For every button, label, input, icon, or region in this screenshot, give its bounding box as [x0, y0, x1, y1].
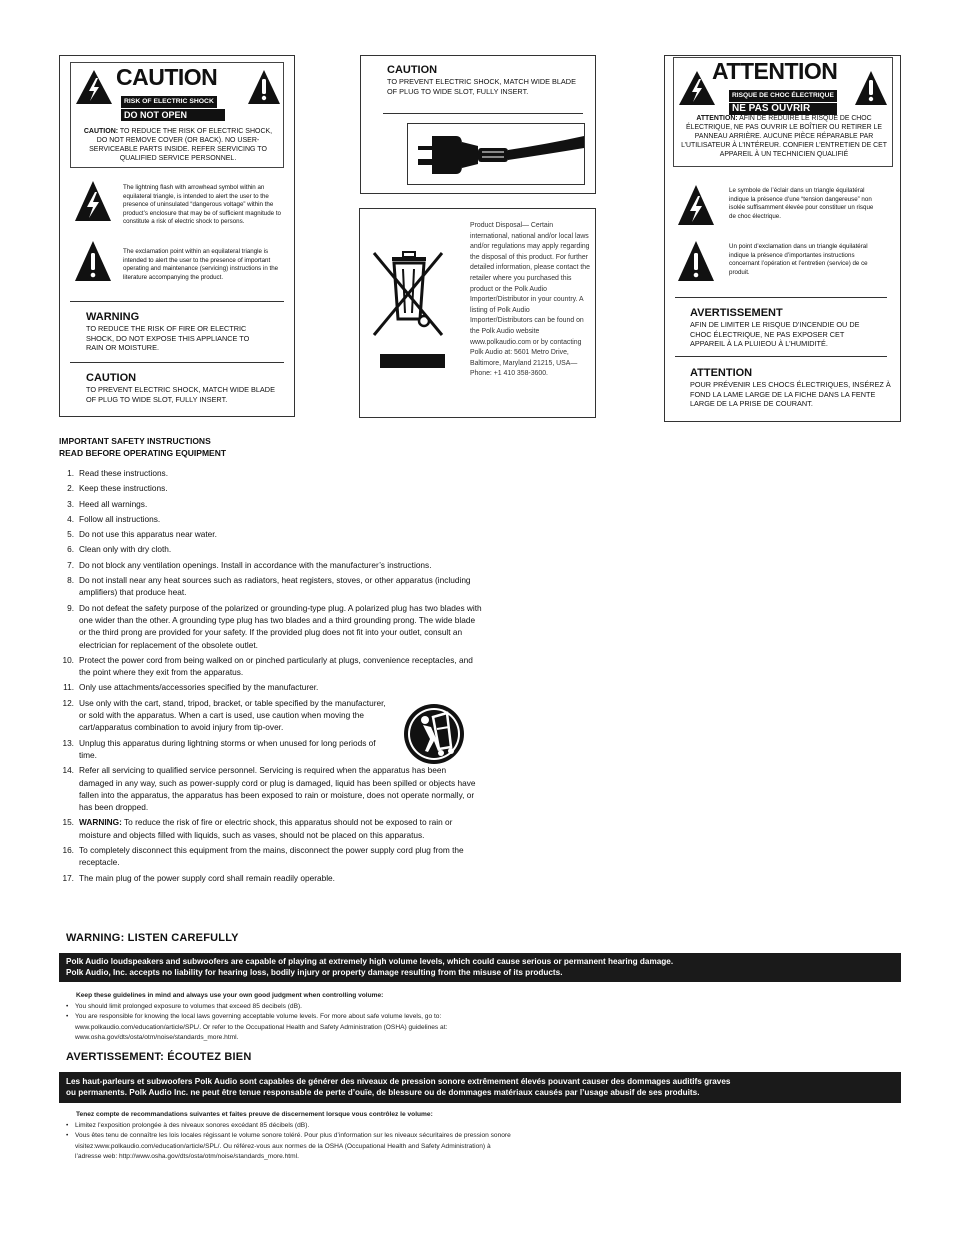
attention2-body: POUR PRÉVENIR LES CHOCS ÉLECTRIQUES, INSÉREZ À FOND LA LAME LARGE DE LA FICHE DANS LA FENTE LARGE DE LA PRISE DE COURANT. — [690, 380, 891, 409]
caution-notice: CAUTION: TO REDUCE THE RISK OF ELECTRIC SHOCK, DO NOT REMOVE COVER (OR BACK). NO USER-SERVICEABLE PARTS INSIDE. REFER SERVICING TO QUALIFIED SERVICE PERSONNEL. — [83, 128, 273, 162]
crossed-bin-icon — [370, 249, 446, 341]
item-text: Clean only with dry cloth. — [79, 544, 172, 555]
lightning-explanation: The lightning flash with arrowhead symbol within an equilateral triangle, is intended to alert the user to the presence of uninsulated “dangerous voltage” within the product’s enclosure that may be of sufficient magnitude to constitute a risk of electric shock to persons. — [123, 184, 281, 226]
safety-instruction-item — [62, 737, 392, 762]
item-number: 8. — [67, 575, 74, 586]
avertissement-title: AVERTISSEMENT — [690, 307, 783, 319]
safety-instruction-item — [62, 467, 482, 479]
item-number: 11. — [63, 682, 74, 693]
item-text: Read these instructions. — [79, 468, 169, 478]
product-disposal-panel — [359, 208, 596, 418]
caution-header-box — [70, 62, 284, 168]
item-text: Unplug this apparatus during lightning storms or when unused for long periods of time. — [79, 737, 376, 760]
item-text: Use only with the cart, stand, tripod, bracket, or table specified by the manufacturer, or sold with the apparatus. When a cart is used, use caution when moving the cart/apparatus combination to avoid injury from tip-over. — [79, 697, 386, 733]
item-number: 7. — [67, 559, 74, 570]
exclamation-triangle-icon — [677, 240, 715, 282]
safety-instruction-item — [62, 654, 482, 679]
safety-instruction-item — [62, 574, 482, 599]
attention-header-sub1: RISQUE DE CHOC ÉLECTRIQUE — [729, 90, 837, 102]
item-text: Protect the power cord from being walked on or pinched particularly at plugs, convenience receptacles, and the point where they exit from the apparatus. — [79, 654, 473, 678]
safety-instruction-item — [62, 697, 392, 734]
divider — [70, 362, 284, 363]
attention2-title: ATTENTION — [690, 367, 753, 379]
caution2-body: TO PREVENT ELECTRIC SHOCK, MATCH WIDE BLADE OF PLUG TO WIDE SLOT, FULLY INSERT. — [86, 385, 275, 404]
item-text: Heed all warnings. — [79, 498, 148, 509]
safety-instruction-item — [62, 602, 482, 651]
lightning-triangle-icon — [677, 184, 715, 226]
item-text: Do not defeat the safety purpose of the polarized or grounding-type plug. A polarized plug has two blades with one wider than the other. A grounding type plug has two blades and a third grounding prong. The wide blade or the third prong are provided for your safety. If the provided plug does not fit into your outlet, consult an electrician for replacement of the obsolete outlet. — [79, 602, 482, 650]
caution-header-sub2: DO NOT OPEN — [121, 109, 225, 121]
item-number: 17. — [62, 872, 74, 883]
warning-body: TO REDUCE THE RISK OF FIRE OR ELECTRIC SHOCK, DO NOT EXPOSE THIS APPLIANCE TO RAIN OR MOISTURE. — [86, 324, 250, 353]
item-text: To reduce the risk of fire or electric shock, this apparatus should not be exposed to rain or moisture and objects filled with liquids, such as vases, should not be placed on this apparatus. — [79, 817, 453, 840]
attention-header-sub2: NE PAS OUVRIR — [729, 103, 837, 115]
item-lead: WARNING: — [79, 817, 122, 828]
safety-instruction-item — [62, 482, 482, 494]
item-text: Do not use this apparatus near water. — [79, 529, 217, 540]
attention-notice: ATTENTION: AFIN DE RÉDUIRE LE RISQUE DE CHOC ÉLECTRIQUE, NE PAS OUVRIR LE BOÎTIER OU RETIRER LE PANNEAU ARRIÈRE. AUCUNE PIÈCE RÉPARABLE PAR L’UTILISATEUR À L’INTÉREUR. CONFIER L’ENTRETIEN DE CET APPAREIL À UN TECHNICIEN QUALIFIÉ — [681, 115, 887, 158]
item-number: 13. — [62, 737, 74, 748]
cart-tip-over-icon — [403, 703, 465, 765]
safety-instruction-item — [62, 498, 482, 510]
caution2-title: CAUTION — [86, 372, 137, 384]
item-text: Only use attachments/accessories specified by the manufacturer. — [79, 682, 319, 693]
lightning-explanation-fr: Le symbole de l’éclair dans un triangle équilatéral indique la présence d’une “tension dangereuse” non isolée suffisamment élevée pour constituer un risque de choc électrique. — [729, 187, 874, 220]
exclamation-triangle-icon — [247, 69, 281, 105]
item-text: Refer all servicing to qualified service personnel. Servicing is required when the apparatus has been damaged in any way, such as power-supply cord or plug is damaged, liquid has been spilled or objects have fallen into the apparatus, the apparatus has been exposed to rain or moisture, does not operate normally, or has been dropped. — [79, 765, 476, 813]
caution-panel-en — [59, 55, 295, 417]
item-number: 12. — [62, 697, 74, 708]
item-text: Keep these instructions. — [79, 483, 168, 494]
attention-panel-fr — [664, 55, 901, 422]
lightning-triangle-icon — [678, 70, 716, 106]
exclamation-triangle-icon — [854, 70, 888, 106]
disposal-text: Product Disposal— Certain international, national and/or local laws and/or regulations may apply regarding the disposal of this product. For further detailed information, please contact the retailer where you purchased this product or the Polk Audio Importer/Distributor in your country. A listing of Polk Audio Importer/Distributors can be found on the Polk Audio website www.polkaudio.com or by contacting Polk Audio at: 5601 Metro Drive, Baltimore, Maryland 21215, USA—Phone: +1 410 358-3600. — [470, 222, 590, 378]
listen-guidelines-fr: Tenez compte de recommandations suivantes et faites preuve de discernement lorsque vous contrôlez le volume: • Limitez l’exposition prolongée à des niveaux sonores excédant 85 décibels (dB). • Vous êtes tenu de connaître les lois locales régissant le volume sonore toléré. Pour plus d’information sur les niveaux sécuritaires de pression sonore visitez:www.polkaudio.com/education/article/SPL/. Ou référez-vous aux normes de la OSHA (Occupational Health and Safety Administration) à l’adresse web: http://www.osha.gov/dts/osta/otm/noise/standards_more.html. — [66, 1110, 511, 1163]
item-number: 4. — [67, 513, 74, 524]
divider — [70, 301, 284, 302]
warning-title: WARNING — [86, 311, 140, 323]
safety-instruction-item — [62, 559, 482, 571]
listen-carefully-title: WARNING: LISTEN CAREFULLY — [66, 932, 239, 944]
divider — [675, 356, 887, 357]
item-text: Follow all instructions. — [79, 513, 161, 524]
attention-header-title: ATTENTION — [712, 58, 838, 84]
item-text: The main plug of the power supply cord shall remain readily operable. — [79, 872, 335, 883]
ecoutez-bien-title: AVERTISSEMENT: ÉCOUTEZ BIEN — [66, 1051, 252, 1063]
exclamation-explanation-fr: Un point d’exclamation dans un triangle équilatéral indique la présence d’importantes instructions concernant l’opération et l’entretien (service) de ce produit. — [729, 243, 868, 276]
item-number: 15. — [62, 817, 74, 828]
plug-caution-body: TO PREVENT ELECTRIC SHOCK, MATCH WIDE BLADE OF PLUG TO WIDE SLOT, FULLY INSERT. — [387, 77, 576, 96]
polarized-plug-icon — [408, 124, 586, 186]
caution-header-sub1: RISK OF ELECTRIC SHOCK — [121, 96, 217, 108]
item-number: 9. — [67, 602, 74, 613]
plug-caution-title: CAUTION — [387, 64, 438, 76]
plug-caution-panel — [360, 55, 596, 194]
listen-carefully-bar: Polk Audio loudspeakers and subwoofers are capable of playing at extremely high volume levels, which could cause serious or permanent hearing damage. Polk Audio, Inc. accepts no liability for hearing loss, bodily injury or property damage resulting from the misuse of its products. — [59, 953, 901, 982]
safety-instruction-item — [62, 764, 482, 813]
exclamation-triangle-icon — [74, 240, 112, 282]
item-text: To completely disconnect this equipment from the mains, disconnect the power supply cord plug from the receptacle. — [79, 845, 464, 868]
safety-instruction-item — [62, 872, 482, 884]
safety-instruction-item — [62, 543, 482, 555]
item-text: Do not block any ventilation openings. Install in accordance with the manufacturer’s instructions. — [79, 559, 432, 570]
safety-instruction-item — [62, 844, 482, 869]
item-number: 6. — [67, 544, 74, 555]
safety-instruction-item — [62, 513, 482, 525]
item-number: 5. — [67, 529, 74, 540]
safety-instructions-list — [62, 467, 482, 887]
divider — [383, 113, 583, 114]
caution-header-title: CAUTION — [116, 64, 218, 90]
item-number: 2. — [67, 483, 74, 494]
safety-instruction-item — [62, 528, 482, 540]
item-text: Do not install near any heat sources such as radiators, heat registers, stoves, or other apparatus (including amplifiers) that produce heat. — [79, 575, 471, 598]
item-number: 3. — [67, 498, 74, 509]
ecoutez-bien-bar: Les haut-parleurs et subwoofers Polk Audio sont capables de générer des niveaux de pression sonore extrêmement élevés pouvant causer des dommages auditifs graves ou permanents. Polk Audio Inc. ne peut être tenue responsable de perte d’ouïe, de blessure ou de dommages matériaux causés par l’usage abusif de ses produits. — [59, 1072, 901, 1103]
plug-illustration-frame — [407, 123, 585, 185]
lightning-triangle-icon — [74, 180, 112, 222]
attention-header-box — [673, 57, 893, 167]
safety-heading: IMPORTANT SAFETY INSTRUCTIONS READ BEFORE OPERATING EQUIPMENT — [59, 436, 227, 458]
avertissement-body: AFIN DE LIMITER LE RISQUE D’INCENDIE OU DE CHOC ÉLECTRIQUE, NE PAS EXPOSER CET APPAREIL À LA PLUIEOU À L’HUMIDITÉ. — [690, 320, 860, 349]
item-number: 1. — [67, 468, 74, 478]
item-number: 14. — [62, 765, 74, 776]
listen-guidelines-en: Keep these guidelines in mind and always use your own good judgment when controlling volume: • You should limit prolonged exposure to volumes that exceed 85 decibels (dB). • You are responsible for knowing the local laws governing acceptable volume levels. For more about safe volume levels, go to: www.polkaudio.com/education/article/SPL/. Or refer to the Occupational Health and Safety Administration (OSHA) guidelines at: www.osha.gov/dts/osta/otm/noise/standards_more.html. — [66, 991, 456, 1044]
disposal-bar — [380, 354, 445, 368]
safety-instruction-item — [62, 681, 482, 693]
exclamation-explanation: The exclamation point within an equilateral triangle is intended to alert the user to the presence of important operating and maintenance (servicing) instructions in the literature accompanying the product. — [123, 248, 279, 281]
lightning-triangle-icon — [75, 69, 113, 105]
item-number: 10. — [62, 654, 74, 665]
safety-instruction-item — [62, 816, 482, 841]
item-number: 16. — [62, 845, 74, 856]
divider — [675, 297, 887, 298]
